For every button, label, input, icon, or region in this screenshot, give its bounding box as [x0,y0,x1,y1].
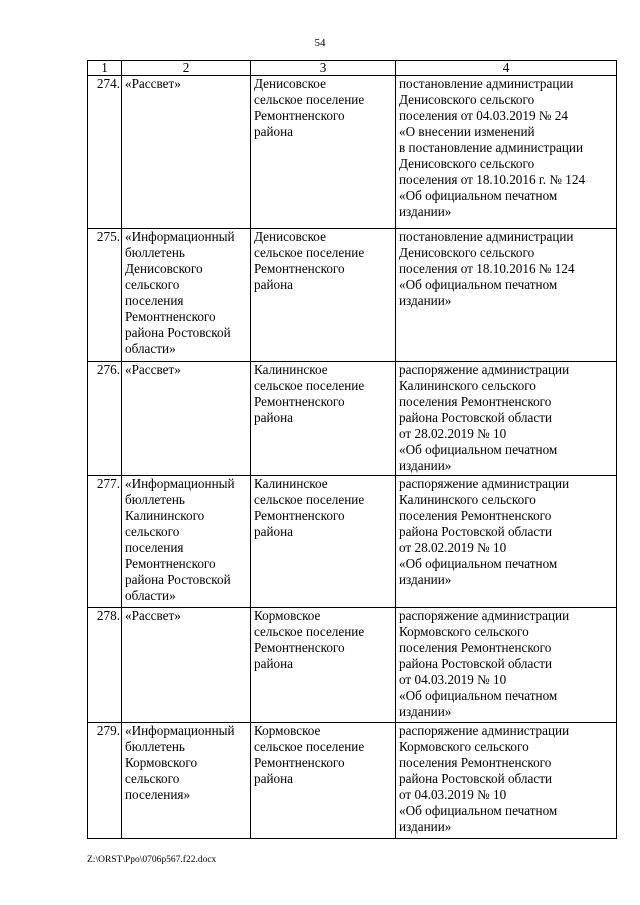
table-row [88,476,617,608]
row-number: 274. [88,76,122,229]
settlement-name: Калининское сельское поселение Ремонтненского района [251,476,396,608]
publication-name: «Информационный бюллетень Кормовского сельского поселения» [122,723,251,839]
table-row [88,608,617,723]
legal-document: постановление администрации Денисовского сельского поселения от 04.03.2019 № 24 «О внесении изменений в постановление администрации Денисовского сельского поселения от 18.10.2016 г. № 124 «Об официальном печатном издании» [396,76,617,229]
legal-document: распоряжение администрации Кормовского сельского поселения Ремонтненского района Ростовской области от 04.03.2019 № 10 «Об официальном печатном издании» [396,608,617,723]
publication-name: «Рассвет» [122,608,251,723]
file-path: Z:\ORST\Ppo\0706p567.f22.docx [87,855,217,865]
legal-document: распоряжение администрации Калининского сельского поселения Ремонтненского района Ростовской области от 28.02.2019 № 10 «Об официальном печатном издании» [396,362,617,476]
publication-name: «Информационный бюллетень Денисовского сельского поселения Ремонтненского района Ростовской области» [122,229,251,362]
publication-name: «Информационный бюллетень Калининского сельского поселения Ремонтненского района Ростовской области» [122,476,251,608]
publication-name: «Рассвет» [122,76,251,229]
legal-document: распоряжение администрации Калининского сельского поселения Ремонтненского района Ростовской области от 28.02.2019 № 10 «Об официальном печатном издании» [396,476,617,608]
row-number: 275. [88,229,122,362]
header-col-2: 2 [122,61,251,76]
table-row [88,362,617,476]
table-row [88,723,617,839]
table-row [88,229,617,362]
settlement-name: Денисовское сельское поселение Ремонтненского района [251,76,396,229]
table-header-row [88,61,617,76]
registry-table-body [88,61,617,839]
row-number: 279. [88,723,122,839]
registry-table [87,60,617,839]
page-number: 54 [314,37,326,49]
row-number: 277. [88,476,122,608]
table-row [88,76,617,229]
header-col-4: 4 [396,61,617,76]
settlement-name: Денисовское сельское поселение Ремонтненского района [251,229,396,362]
settlement-name: Кормовское сельское поселение Ремонтненского района [251,608,396,723]
row-number: 278. [88,608,122,723]
legal-document: постановление администрации Денисовского сельского поселения от 18.10.2016 № 124 «Об официальном печатном издании» [396,229,617,362]
legal-document: распоряжение администрации Кормовского сельского поселения Ремонтненского района Ростовской области от 04.03.2019 № 10 «Об официальном печатном издании» [396,723,617,839]
header-col-3: 3 [251,61,396,76]
header-col-1: 1 [88,61,122,76]
settlement-name: Кормовское сельское поселение Ремонтненского района [251,723,396,839]
publication-name: «Рассвет» [122,362,251,476]
settlement-name: Калининское сельское поселение Ремонтненского района [251,362,396,476]
row-number: 276. [88,362,122,476]
